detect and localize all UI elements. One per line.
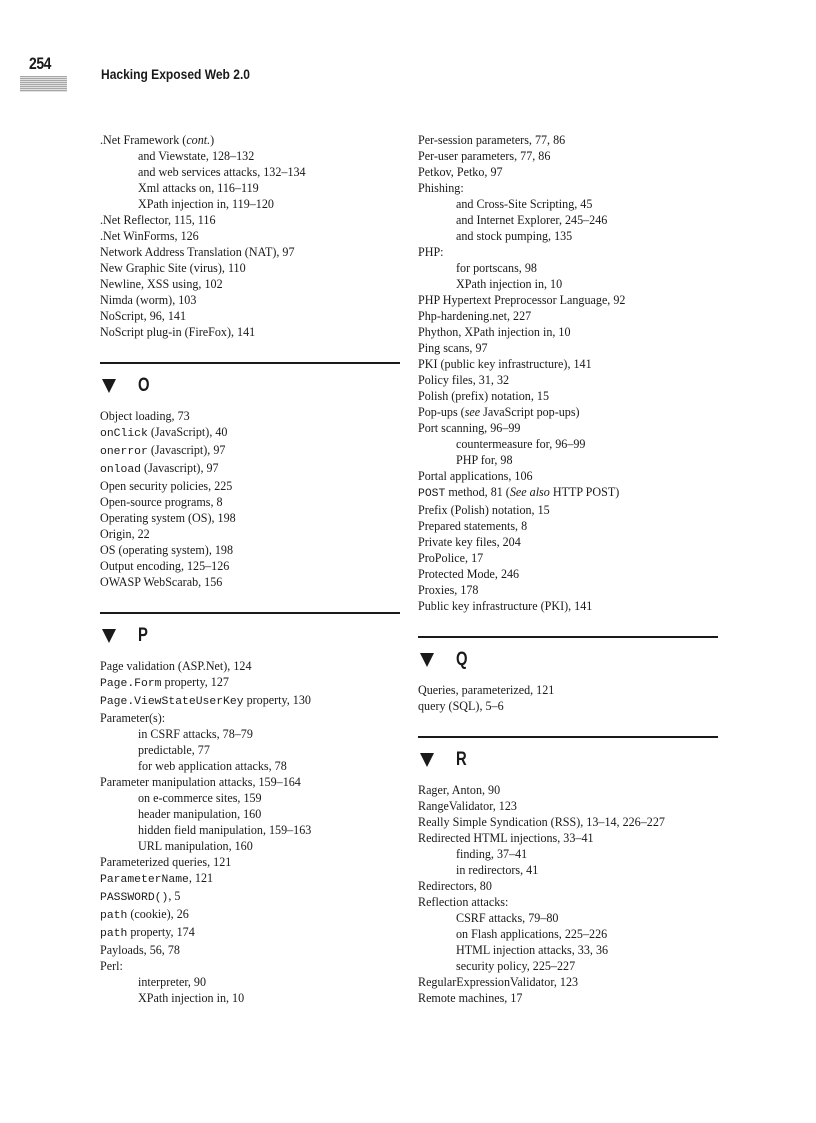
entry-text: OWASP WebScarab, 156 [100,575,223,589]
index-entry [418,388,718,404]
index-entry [418,420,718,436]
index-entry [100,942,400,958]
index-entry [418,148,718,164]
index-entry [418,502,718,518]
index-entry [418,534,718,550]
entry-text: NoScript, 96, 141 [100,309,186,323]
index-subentry [418,942,718,958]
index-entry [100,526,400,542]
entry-text: .Net Reflector, 115, 116 [100,213,216,227]
index-entry [100,460,400,478]
entry-text: Protected Mode, 246 [418,567,520,581]
index-entry [100,292,400,308]
index-entry [100,276,400,292]
index-entry [418,550,718,566]
entry-text: Redirected HTML injections, 33–41 [418,831,594,845]
index-entry [418,830,718,846]
index-subentry [418,862,718,878]
entry-text: ) [210,133,215,147]
index-entry [418,164,718,180]
entry-text: property, 174 [127,925,195,939]
entry-text: Polish (prefix) notation, 15 [418,389,549,403]
index-subentry [418,926,718,942]
entry-text: (Javascript), 97 [141,461,219,475]
triangle-down-icon [102,629,116,643]
section-heading [100,614,400,658]
triangle-down-icon [420,653,434,667]
italic-text: See also [509,485,550,499]
entry-text: (Javascript), 97 [147,443,226,457]
index-entry [418,894,718,910]
entry-text: CSRF attacks, 79–80 [456,911,559,925]
entry-text: .Net WinForms, 126 [100,229,199,243]
entry-text: Queries, parameterized, 121 [418,683,555,697]
entry-text: Public key infrastructure (PKI), 141 [418,599,593,613]
index-entry [418,132,718,148]
code-term: Page.ViewStateUserKey [100,696,244,708]
index-subentry [100,806,400,822]
italic-text: cont. [186,133,211,147]
index-subentry [418,260,718,276]
code-term: onClick [100,428,148,440]
code-term: onerror [100,446,148,458]
index-subentry [418,910,718,926]
entry-text: on Flash applications, 225–226 [456,927,608,941]
index-entry [418,582,718,598]
entry-text: Ping scans, 97 [418,341,488,355]
entry-text: Portal applications, 106 [418,469,533,483]
index-entry [418,340,718,356]
index-entry [100,774,400,790]
entry-text: Parameter manipulation attacks, 159–164 [100,775,301,789]
entry-text: hidden field manipulation, 159–163 [138,823,312,837]
index-entry [100,212,400,228]
index-entry [100,408,400,424]
entry-text: XPath injection in, 119–120 [138,197,274,211]
triangle-down-icon [420,753,434,767]
index-entry [418,244,718,260]
entry-text: Prepared statements, 8 [418,519,528,533]
index-subentry [100,164,400,180]
triangle-down-icon [102,379,116,393]
section-heading [418,638,718,682]
entry-text: Petkov, Petko, 97 [418,165,503,179]
entry-text: PHP Hypertext Preprocessor Language, 92 [418,293,626,307]
index-subentry [100,822,400,838]
index-entry [100,442,400,460]
entry-text: Policy files, 31, 32 [418,373,510,387]
entry-text: for web application attacks, 78 [138,759,287,773]
index-subentry [418,958,718,974]
entry-text: Parameterized queries, 121 [100,855,232,869]
index-entry [100,542,400,558]
index-entry [418,878,718,894]
code-term: path [100,910,128,922]
entry-text: finding, 37–41 [456,847,528,861]
entry-text: Rager, Anton, 90 [418,783,501,797]
entry-text: Proxies, 178 [418,583,479,597]
entry-text: PHP: [418,245,444,259]
entry-text: and Internet Explorer, 245–246 [456,213,608,227]
index-subentry [100,838,400,854]
code-term: ParameterName [100,874,189,886]
entry-text: Per-session parameters, 77, 86 [418,133,566,147]
entry-text: Private key files, 204 [418,535,521,549]
index-subentry [100,742,400,758]
index-subentry [100,148,400,164]
entry-text: property, 130 [243,693,311,707]
entry-text: in redirectors, 41 [456,863,539,877]
index-entry [100,510,400,526]
code-term: path [100,928,128,940]
code-term: onload [100,464,142,476]
index-subentry [418,846,718,862]
index-subentry [100,726,400,742]
entry-text: HTTP POST) [549,485,620,499]
section-q [418,636,718,714]
entry-text: and web services attacks, 132–134 [138,165,306,179]
index-entry [100,244,400,260]
section-letter: O [138,375,150,396]
index-subentry [100,758,400,774]
index-entry [418,814,718,830]
index-subentry [100,196,400,212]
entries-continued [418,132,718,614]
index-entry [418,682,718,698]
index-subentry [418,212,718,228]
entry-text: HTML injection attacks, 33, 36 [456,943,609,957]
index-subentry [100,180,400,196]
section-entries [418,682,718,714]
section-r [418,736,718,1006]
index-entry [418,308,718,324]
index-entry [418,292,718,308]
running-head-title: Hacking Exposed Web 2.0 [101,66,250,82]
index-entry [100,260,400,276]
index-entry [100,888,400,906]
entry-text: method, 81 ( [445,485,510,499]
index-subentry [418,436,718,452]
index-entry [100,478,400,494]
entry-text: Phishing: [418,181,464,195]
index-entry [418,518,718,534]
entry-text: Reflection attacks: [418,895,509,909]
entry-text: NoScript plug-in (FireFox), 141 [100,325,256,339]
section-letter: P [138,625,148,646]
entry-text: Pop-ups ( [418,405,465,419]
index-entry [418,974,718,990]
entry-text: RegularExpressionValidator, 123 [418,975,579,989]
entry-text: header manipulation, 160 [138,807,262,821]
entry-text: Perl: [100,959,123,973]
section-letter: R [456,749,467,770]
entry-text: (JavaScript), 40 [147,425,228,439]
entry-text: Prefix (Polish) notation, 15 [418,503,550,517]
index-entry [100,424,400,442]
index-entry [100,308,400,324]
index-subentry [100,974,400,990]
index-entry [100,324,400,340]
entry-text: predictable, 77 [138,743,210,757]
index-entry [100,870,400,888]
entry-text: , 5 [168,889,181,903]
entry-text: and Cross-Site Scripting, 45 [456,197,593,211]
index-entry [418,324,718,340]
index-entry [100,558,400,574]
index-entry [418,180,718,196]
index-subentry [418,452,718,468]
entry-text: Operating system (OS), 198 [100,511,236,525]
entry-text: , 121 [188,871,214,885]
entry-text: Parameter(s): [100,711,166,725]
entry-text: interpreter, 90 [138,975,207,989]
entry-text: New Graphic Site (virus), 110 [100,261,246,275]
index-subentry [100,790,400,806]
section-heading [418,738,718,782]
index-entry [418,372,718,388]
index-entry [418,698,718,714]
entry-text: query (SQL), 5–6 [418,699,504,713]
entry-text: on e-commerce sites, 159 [138,791,262,805]
entry-text: Open security policies, 225 [100,479,233,493]
index-entry [100,132,400,148]
entry-text: Php-hardening.net, 227 [418,309,532,323]
index-entry [418,782,718,798]
entry-text: for portscans, 98 [456,261,537,275]
index-entry [418,566,718,582]
entry-text: Remote machines, 17 [418,991,523,1005]
section-letter: Q [456,649,468,670]
entry-text: countermeasure for, 96–99 [456,437,586,451]
section-o [100,362,400,590]
entries-continued [100,132,400,340]
index-entry [100,958,400,974]
entry-text: Open-source programs, 8 [100,495,223,509]
index-entry [100,228,400,244]
entry-text: (cookie), 26 [127,907,189,921]
entry-text: ProPolice, 17 [418,551,484,565]
entry-text: property, 127 [161,675,229,689]
entry-text: and Viewstate, 128–132 [138,149,255,163]
entry-text: in CSRF attacks, 78–79 [138,727,253,741]
index-entry [418,798,718,814]
index-entry [100,854,400,870]
index-entry [418,598,718,614]
entry-text: Origin, 22 [100,527,150,541]
entry-text: PKI (public key infrastructure), 141 [418,357,592,371]
page-number: 254 [29,54,52,73]
entry-text: URL manipulation, 160 [138,839,253,853]
entry-text: and stock pumping, 135 [456,229,573,243]
index-entry [418,484,718,502]
entry-text: Nimda (worm), 103 [100,293,197,307]
index-entry [418,468,718,484]
index-subentry [100,990,400,1006]
entry-text: PHP for, 98 [456,453,513,467]
code-term: POST [418,488,446,500]
italic-text: see [464,405,481,419]
section-heading [100,364,400,408]
section-entries [418,782,718,1006]
index-entry [418,990,718,1006]
entry-text: Payloads, 56, 78 [100,943,180,957]
index-entry [100,674,400,692]
index-subentry [418,228,718,244]
section-p [100,612,400,1006]
index-entry [100,906,400,924]
index-entry [418,356,718,372]
index-column-right [418,132,718,1006]
section-entries [100,658,400,1006]
entry-text: Phython, XPath injection in, 10 [418,325,571,339]
index-subentry [418,276,718,292]
index-entry [100,692,400,710]
entry-text: Page validation (ASP.Net), 124 [100,659,252,673]
index-entry [100,574,400,590]
entry-text: Object loading, 73 [100,409,190,423]
entry-text: Port scanning, 96–99 [418,421,521,435]
entry-text: Output encoding, 125–126 [100,559,230,573]
entry-text: security policy, 225–227 [456,959,576,973]
index-column-left [100,132,400,1006]
code-term: PASSWORD() [100,892,169,904]
index-subentry [418,196,718,212]
entry-text: Per-user parameters, 77, 86 [418,149,551,163]
entry-text: .Net Framework ( [100,133,187,147]
code-term: Page.Form [100,678,162,690]
entry-text: Newline, XSS using, 102 [100,277,223,291]
index-entry [100,494,400,510]
entry-text: Really Simple Syndication (RSS), 13–14, 226–227 [418,815,665,829]
index-entry [100,658,400,674]
section-entries [100,408,400,590]
entry-text: OS (operating system), 198 [100,543,234,557]
entry-text: RangeValidator, 123 [418,799,517,813]
index-entry [100,924,400,942]
page-number-decoration [20,76,67,92]
entry-text: Network Address Translation (NAT), 97 [100,245,295,259]
entry-text: Xml attacks on, 116–119 [138,181,259,195]
entry-text: Redirectors, 80 [418,879,492,893]
index-entry [418,404,718,420]
page-header [0,0,816,110]
index-entry [100,710,400,726]
entry-text: JavaScript pop-ups) [480,405,580,419]
entry-text: XPath injection in, 10 [138,991,245,1005]
entry-text: XPath injection in, 10 [456,277,563,291]
